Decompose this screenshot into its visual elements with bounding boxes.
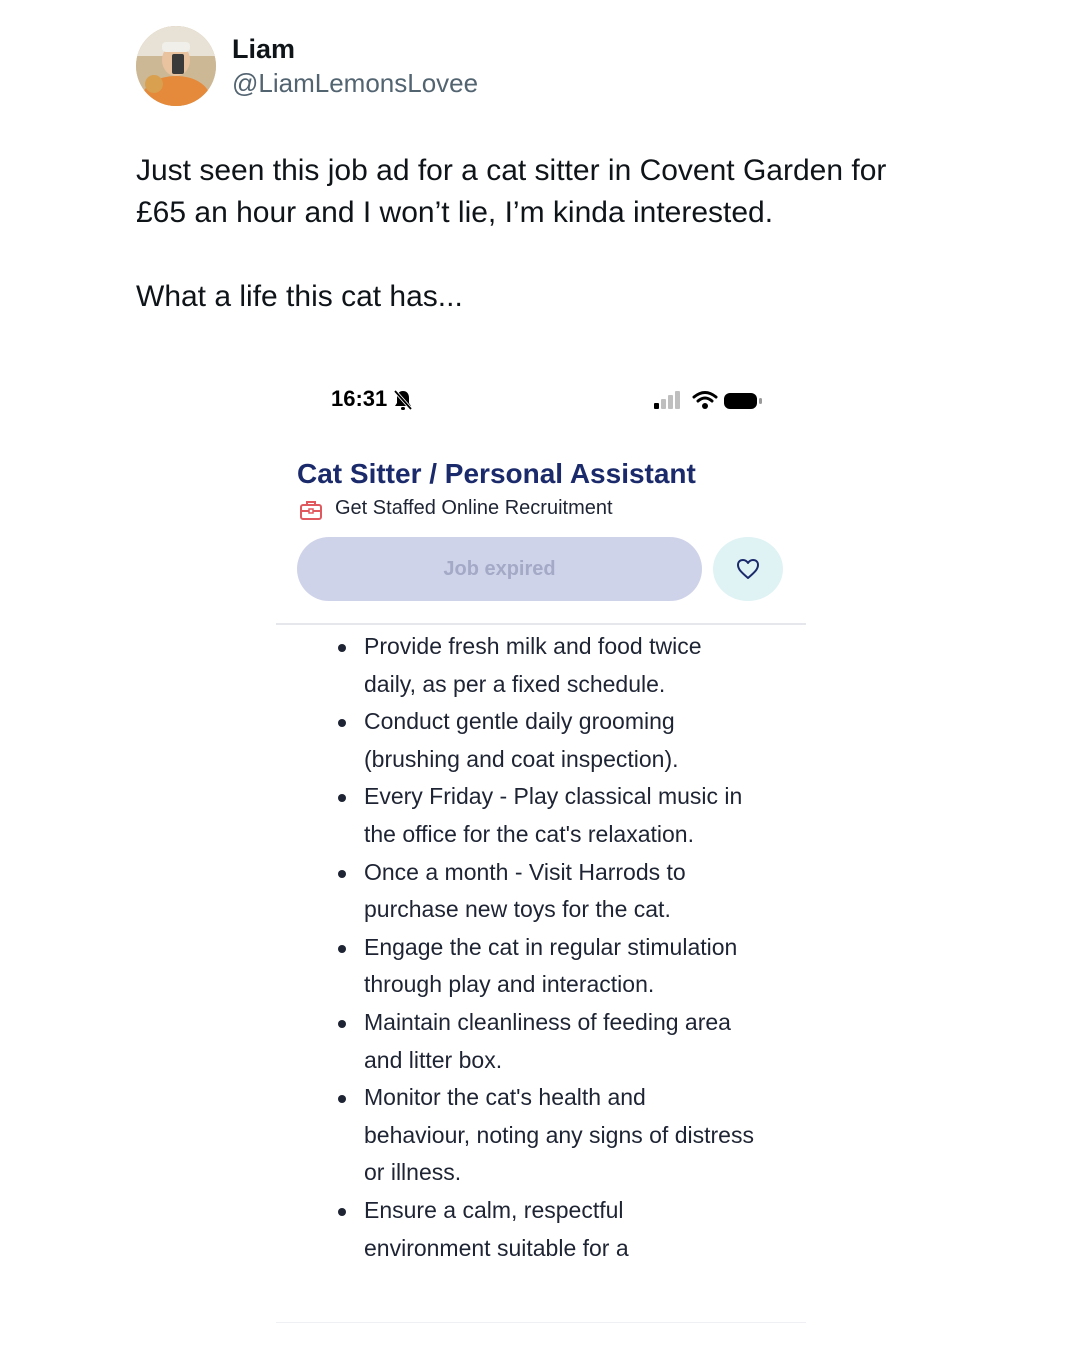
save-job-button[interactable] — [713, 537, 783, 601]
author-name[interactable]: Liam — [232, 34, 296, 64]
list-item: Every Friday - Play classical music in the office for the cat's relaxation. — [336, 778, 756, 853]
battery-icon — [723, 391, 763, 411]
heart-icon — [736, 558, 760, 580]
company-name[interactable]: Get Staffed Online Recruitment — [335, 497, 613, 519]
status-time: 16:31 — [331, 386, 388, 411]
list-item: Ensure a calm, respectful environment suitable for a — [336, 1192, 756, 1267]
author-handle[interactable]: @LiamLemonsLovee — [232, 68, 479, 98]
job-expired-button[interactable]: Job expired — [297, 537, 702, 601]
list-item: Provide fresh milk and food twice daily, as per a fixed schedule. — [336, 628, 756, 703]
briefcase-icon — [299, 499, 323, 521]
list-item: Engage the cat in regular stimulation through play and interaction. — [336, 929, 756, 1004]
wifi-icon — [692, 390, 718, 410]
list-item: Once a month - Visit Harrods to purchase new toys for the cat. — [336, 854, 756, 929]
tweet-paragraph: Just seen this job ad for a cat sitter in Covent Garden for £65 an hour and I won’t lie, I’m kinda interested. — [136, 154, 887, 229]
divider — [276, 623, 806, 625]
job-title[interactable]: Cat Sitter / Personal Assistant — [297, 458, 696, 489]
bell-muted-icon — [393, 389, 413, 411]
list-item: Conduct gentle daily grooming (brushing and coat inspection). — [336, 703, 756, 778]
tweet-paragraph: What a life this cat has... — [136, 280, 463, 313]
cellular-signal-icon — [654, 391, 682, 409]
list-item: Maintain cleanliness of feeding area and litter box. — [336, 1004, 756, 1079]
job-duties-list — [336, 628, 756, 1322]
list-item: Monitor the cat's health and behaviour, noting any signs of distress or illness. — [336, 1079, 756, 1192]
cutoff-line — [276, 1322, 806, 1323]
